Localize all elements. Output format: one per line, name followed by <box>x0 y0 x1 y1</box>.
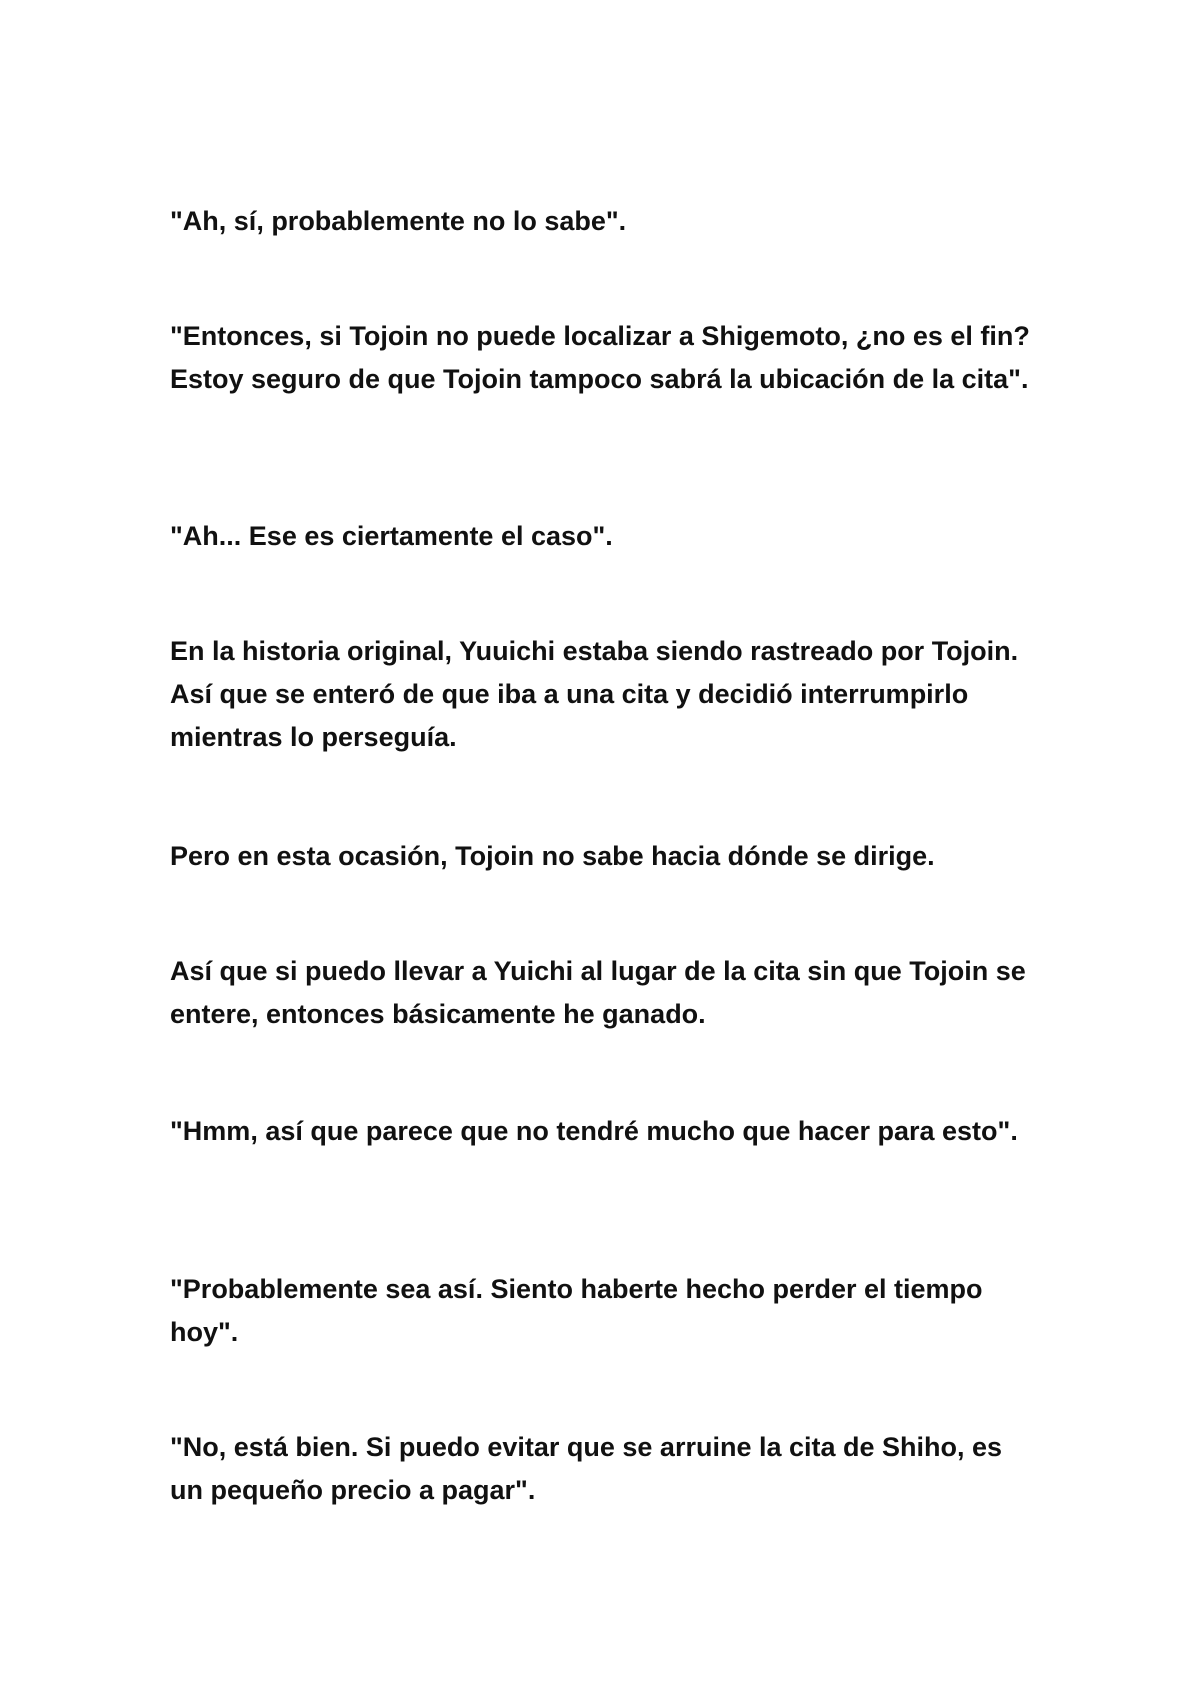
paragraph: "Ah... Ese es ciertamente el caso". <box>170 521 613 551</box>
paragraph: "Probablemente sea así. Siento haberte hecho perder el tiempo hoy". <box>170 1274 983 1347</box>
paragraph: "Hmm, así que parece que no tendré mucho que hacer para esto". <box>170 1116 1018 1146</box>
paragraph: "No, está bien. Si puedo evitar que se arruine la cita de Shiho, es un pequeño precio a pagar". <box>170 1432 1003 1505</box>
paragraph: Así que si puedo llevar a Yuichi al lugar de la cita sin que Tojoin se entere, entonces básicamente he ganado. <box>170 956 1026 1029</box>
paragraph: Pero en esta ocasión, Tojoin no sabe hacia dónde se dirige. <box>170 841 935 871</box>
paragraph: "Entonces, si Tojoin no puede localizar a Shigemoto, ¿no es el fin? Estoy seguro de que Tojoin tampoco sabrá la ubicación de la cita". <box>170 321 1030 394</box>
paragraph: "Ah, sí, probablemente no lo sabe". <box>170 206 627 236</box>
paragraph: En la historia original, Yuuichi estaba siendo rastreado por Tojoin. Así que se enteró de que iba a una cita y decidió interrumpirlo mientras lo perseguía. <box>170 636 1019 752</box>
